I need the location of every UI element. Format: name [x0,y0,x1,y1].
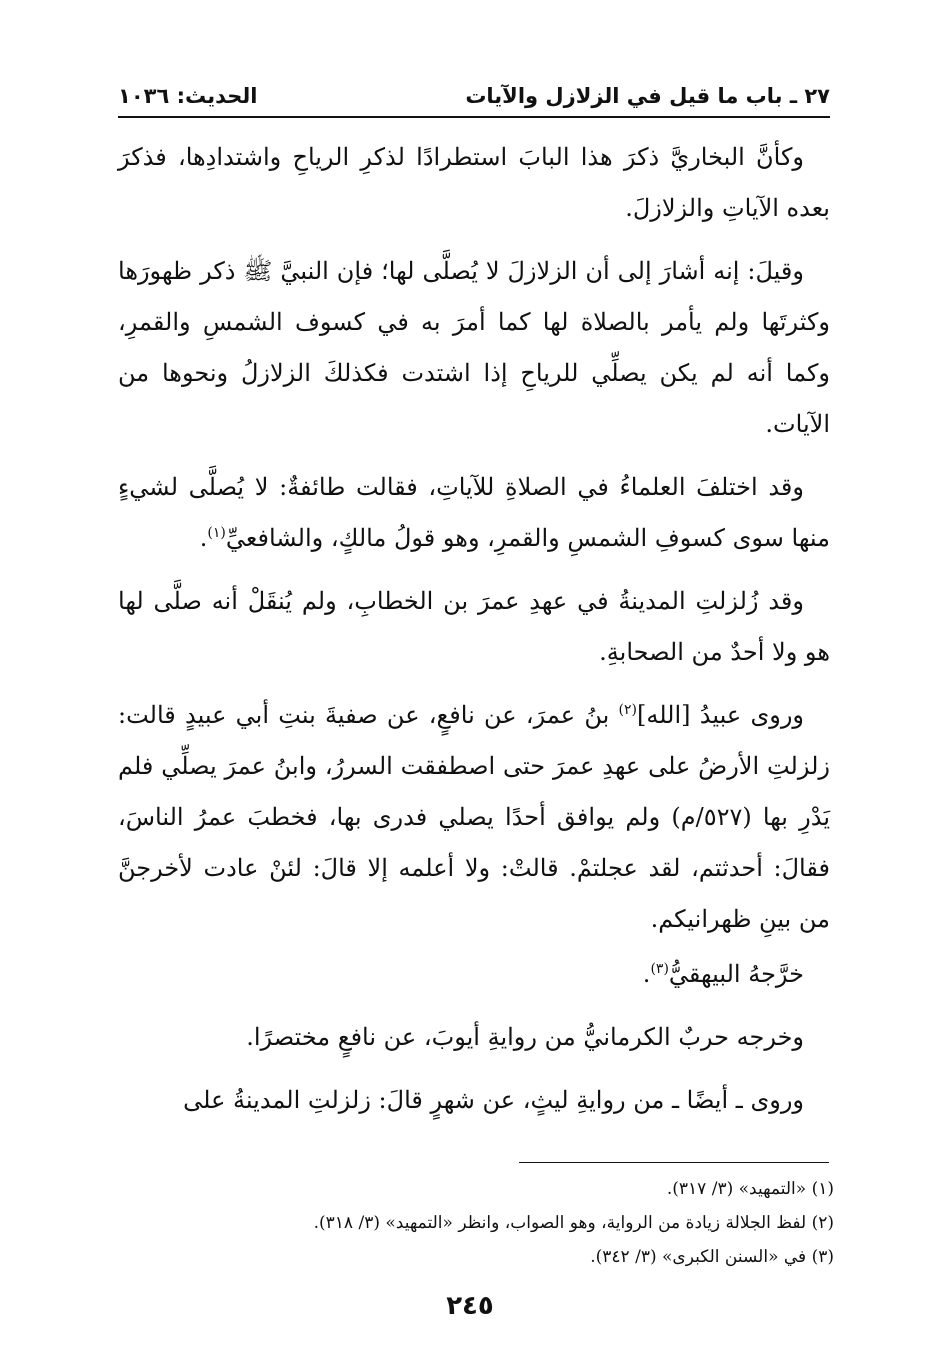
paragraph: وقيلَ: إنه أشارَ إلى أن الزلازلَ لا يُصلَّى لها؛ فإن النبيَّ ﷺ ذكر ظهورَها وكثرتَها ولم يأمر بالصلاة لها كما أمرَ به في كسوف الشمسِ والقمرِ، وكما أنه لم يكن يصلِّي للرياحِ إذا اشتدت فكذلكَ الزلازلُ ونحوها من الآيات. [118,257,830,438]
footnote-ref: (١) [207,525,226,541]
running-header [118,76,830,116]
hadith-number: الحديث: ١٠٣٦ [118,84,258,108]
page-number: ٢٤٥ [446,1291,494,1321]
footnote-ref: (٣) [650,961,669,977]
paragraph: وقد زُلزلتِ المدينةُ في عهدِ عمرَ بن الخطابِ، ولم يُنقَلْ أنه صلَّى لها هو ولا أحدٌ من الصحابةِ. [118,587,830,666]
paragraph: وكأنَّ البخاريَّ ذكرَ هذا البابَ استطرادًا لذكرِ الرياحِ واشتدادِها، فذكرَ بعده الآياتِ والزلازلَ. [118,143,830,222]
paragraph: وروى ـ أيضًا ـ من روايةِ ليثٍ، عن شهرٍ قالَ: زلزلتِ المدينةُ على [183,1086,804,1114]
footnote: (٢) لفظ الجلالة زيادة من الرواية، وهو الصواب، وانظر «التمهيد» (٣/ ٣١٨). [313,1213,834,1233]
paragraph: وقد اختلفَ العلماءُ في الصلاةِ للآياتِ، فقالت طائفةٌ: لا يُصلَّى لشيءٍ منها سوى كسوفِ الشمسِ والقمرِ، وهو قولُ مالكٍ، والشافعيِّ$^{(١)}$. [118,473,830,552]
paragraph: وروى عبيدُ [الله]$^{(٢)}$ بنُ عمرَ، عن نافعٍ، عن صفيةَ بنتِ أبي عبيدٍ قالت: زلزلتِ الأرضُ على عهدِ عمرَ حتى اصطفقت السررُ، وابنُ عمرَ يصلِّي فلم يَدْرِ بها (٥٢٧/م) ولم يوافق أحدًا يصلي فدرى بها، فخطبَ عمرُ الناسَ، فقالَ: أحدثتم، لقد عجلتمْ. قالتْ: ولا أعلمه إلا قالَ: لئنْ عادت لأخرجنَّ من بينِ ظهرانيكم. [118,701,830,933]
main-text [118,132,830,1138]
footnote-divider [519,1162,829,1163]
footnotes [118,1172,834,1274]
footnote-ref: (٢) [618,702,637,718]
footnote: (١) «التمهيد» (٣/ ٣١٧). [666,1179,834,1199]
paragraph: خرَّجهُ البيهقيُّ$^{(٣)}$. [642,960,804,988]
footnote: (٣) في «السنن الكبرى» (٣/ ٣٤٢). [590,1247,834,1267]
header-divider [118,116,830,118]
chapter-title: ٢٧ ـ باب ما قيل في الزلازل والآيات [465,84,830,108]
paragraph: وخرجه حربٌ الكرمانيُّ من روايةِ أيوبَ، عن نافعٍ مختصرًا. [246,1023,804,1051]
